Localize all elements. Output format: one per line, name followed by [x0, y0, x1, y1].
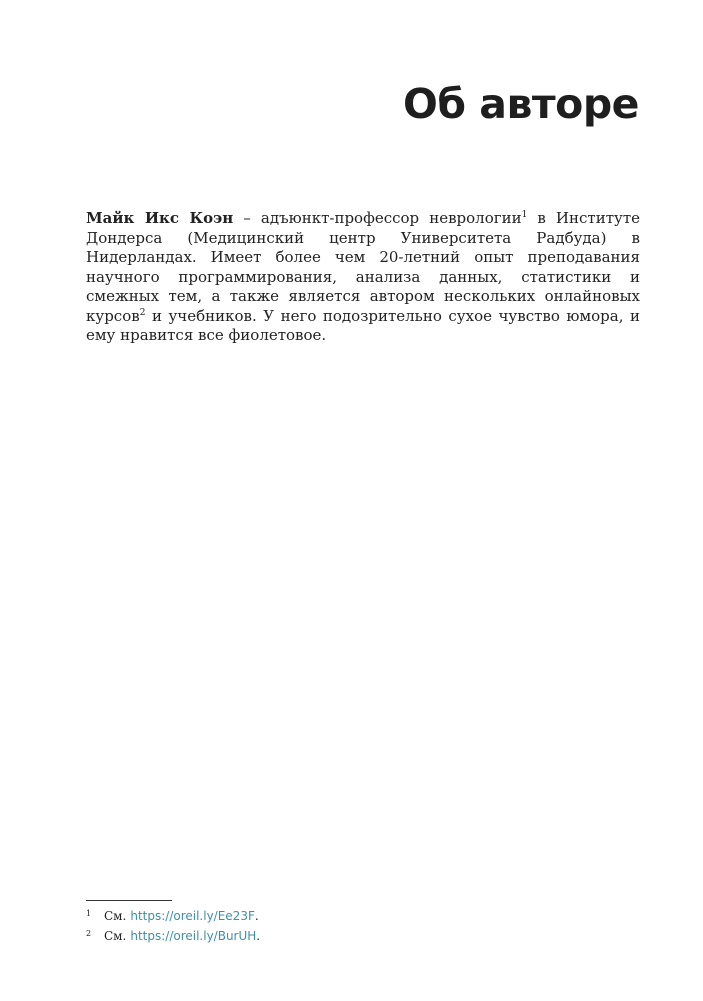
author-bio — [86, 209, 640, 346]
footnote-prefix: См. — [104, 909, 127, 923]
page-title: Об авторе — [403, 80, 639, 128]
footnote-number: 2 — [86, 929, 92, 938]
bio-text-part-3: и учебников. У него подозрительно сухое чувство юмора, и ему нравится все фиолетовое. — [86, 306, 640, 344]
footnote-suffix: . — [256, 929, 261, 943]
footnote-prefix: См. — [104, 929, 127, 943]
footnote-link[interactable]: https://oreil.ly/Ee23F — [130, 909, 255, 923]
footnotes — [86, 907, 640, 947]
bio-text-part-2: в Институте Дондерса (Медицинский центр Университета Радбуда) в Нидерландах. Имеет более чем 20-летний опыт преподавания научного программирования, анализа данных, статистики и смежных тем, а также является автором нескольких онлайновых курсов — [86, 209, 640, 325]
footnote-link[interactable]: https://oreil.ly/BurUH — [130, 929, 257, 943]
author-name: Майк Икс Коэн — [86, 209, 234, 227]
footnote-1 — [86, 907, 640, 927]
footnote-suffix: . — [254, 909, 259, 923]
footnote-2 — [86, 927, 640, 947]
footnote-divider — [86, 900, 172, 901]
footnote-number: 1 — [86, 909, 92, 918]
footnote-ref-1: 1 — [521, 210, 528, 220]
footnote-ref-2: 2 — [139, 307, 146, 318]
bio-text-part-1: – адъюнкт-профессор неврологии — [233, 209, 522, 227]
